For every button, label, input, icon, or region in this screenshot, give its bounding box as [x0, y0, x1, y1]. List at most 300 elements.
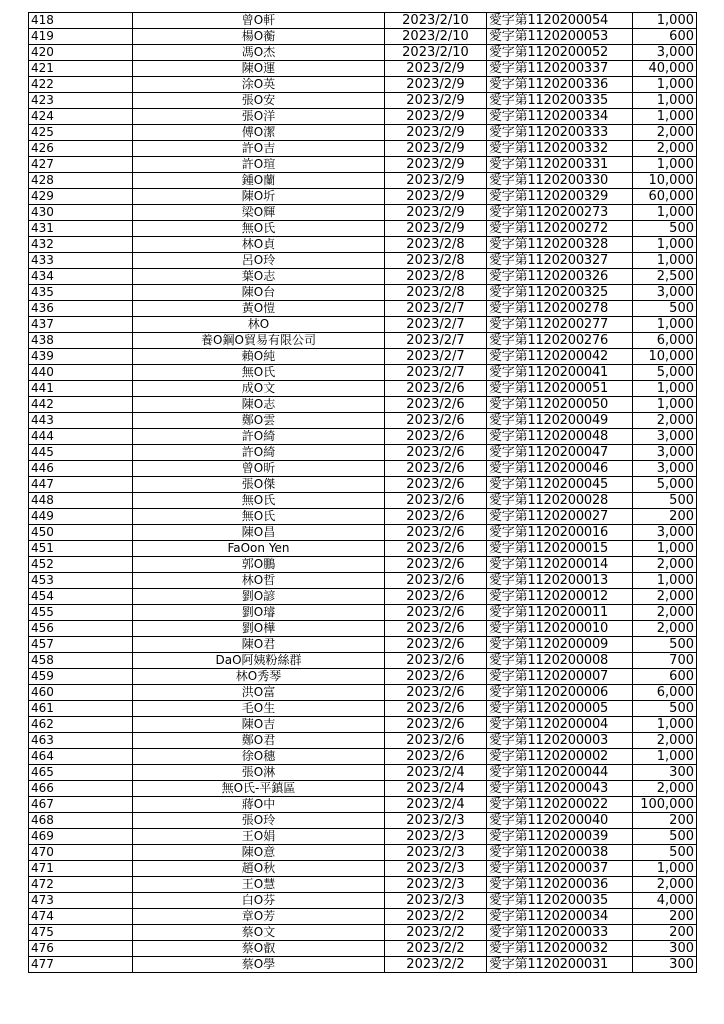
donor-name: 張O傑 — [133, 477, 385, 493]
donation-date: 2023/2/3 — [385, 829, 487, 845]
receipt-number: 愛字第1120200052 — [487, 45, 633, 61]
donor-name: 林O — [133, 317, 385, 333]
donation-amount: 1,000 — [633, 861, 697, 877]
receipt-number: 愛字第1120200325 — [487, 285, 633, 301]
row-number: 457 — [29, 637, 133, 653]
receipt-number: 愛字第1120200327 — [487, 253, 633, 269]
table-row — [29, 941, 697, 957]
table-row — [29, 813, 697, 829]
donor-name: FaOon Yen — [133, 541, 385, 557]
donor-name: DaO阿姨粉絲群 — [133, 653, 385, 669]
donor-name: 成O文 — [133, 381, 385, 397]
donation-date: 2023/2/6 — [385, 733, 487, 749]
donor-name: 陳O吉 — [133, 717, 385, 733]
donation-date: 2023/2/6 — [385, 525, 487, 541]
donation-date: 2023/2/3 — [385, 813, 487, 829]
table-row — [29, 541, 697, 557]
donor-name: 張O洋 — [133, 109, 385, 125]
donation-date: 2023/2/9 — [385, 221, 487, 237]
donation-date: 2023/2/6 — [385, 621, 487, 637]
row-number: 447 — [29, 477, 133, 493]
donation-amount: 40,000 — [633, 61, 697, 77]
donation-amount: 200 — [633, 909, 697, 925]
donor-name: 郭O鵬 — [133, 557, 385, 573]
receipt-number: 愛字第1120200003 — [487, 733, 633, 749]
row-number: 453 — [29, 573, 133, 589]
donation-amount: 600 — [633, 669, 697, 685]
receipt-number: 愛字第1120200053 — [487, 29, 633, 45]
donor-name: 蔣O中 — [133, 797, 385, 813]
receipt-number: 愛字第1120200050 — [487, 397, 633, 413]
donation-date: 2023/2/6 — [385, 669, 487, 685]
receipt-number: 愛字第1120200016 — [487, 525, 633, 541]
donor-name: 劉O諺 — [133, 589, 385, 605]
donation-date: 2023/2/9 — [385, 173, 487, 189]
donor-name: 陳O意 — [133, 845, 385, 861]
table-row — [29, 845, 697, 861]
receipt-number: 愛字第1120200272 — [487, 221, 633, 237]
row-number: 440 — [29, 365, 133, 381]
donation-date: 2023/2/7 — [385, 333, 487, 349]
row-number: 431 — [29, 221, 133, 237]
donation-amount: 2,500 — [633, 269, 697, 285]
row-number: 476 — [29, 941, 133, 957]
receipt-number: 愛字第1120200038 — [487, 845, 633, 861]
donor-name: 蔡O文 — [133, 925, 385, 941]
row-number: 472 — [29, 877, 133, 893]
donation-amount: 1,000 — [633, 717, 697, 733]
receipt-number: 愛字第1120200046 — [487, 461, 633, 477]
donation-amount: 4,000 — [633, 893, 697, 909]
donor-name: 徐O穗 — [133, 749, 385, 765]
donation-amount: 500 — [633, 493, 697, 509]
row-number: 458 — [29, 653, 133, 669]
donor-name: 趙O秋 — [133, 861, 385, 877]
table-row — [29, 477, 697, 493]
donor-name: 林O秀琴 — [133, 669, 385, 685]
row-number: 466 — [29, 781, 133, 797]
donor-name: 馮O杰 — [133, 45, 385, 61]
donor-name: 陳O昌 — [133, 525, 385, 541]
table-row — [29, 669, 697, 685]
row-number: 477 — [29, 957, 133, 973]
table-row — [29, 573, 697, 589]
table-row — [29, 621, 697, 637]
row-number: 460 — [29, 685, 133, 701]
receipt-number: 愛字第1120200273 — [487, 205, 633, 221]
receipt-number: 愛字第1120200333 — [487, 125, 633, 141]
donation-amount: 1,000 — [633, 573, 697, 589]
row-number: 469 — [29, 829, 133, 845]
table-row — [29, 45, 697, 61]
row-number: 435 — [29, 285, 133, 301]
donation-date: 2023/2/4 — [385, 781, 487, 797]
table-row — [29, 509, 697, 525]
row-number: 428 — [29, 173, 133, 189]
donor-name: 王O慧 — [133, 877, 385, 893]
row-number: 439 — [29, 349, 133, 365]
receipt-number: 愛字第1120200041 — [487, 365, 633, 381]
receipt-number: 愛字第1120200054 — [487, 13, 633, 29]
donation-date: 2023/2/6 — [385, 397, 487, 413]
donor-name: 張O安 — [133, 93, 385, 109]
donation-date: 2023/2/2 — [385, 925, 487, 941]
donation-amount: 5,000 — [633, 365, 697, 381]
donation-date: 2023/2/3 — [385, 845, 487, 861]
donation-amount: 500 — [633, 221, 697, 237]
receipt-number: 愛字第1120200028 — [487, 493, 633, 509]
donation-date: 2023/2/8 — [385, 253, 487, 269]
donation-date: 2023/2/3 — [385, 861, 487, 877]
table-row — [29, 381, 697, 397]
donation-date: 2023/2/9 — [385, 125, 487, 141]
table-row — [29, 205, 697, 221]
table-row — [29, 797, 697, 813]
row-number: 418 — [29, 13, 133, 29]
donation-date: 2023/2/4 — [385, 765, 487, 781]
table-row — [29, 957, 697, 973]
receipt-number: 愛字第1120200015 — [487, 541, 633, 557]
receipt-number: 愛字第1120200048 — [487, 429, 633, 445]
donor-name: 曾O軒 — [133, 13, 385, 29]
donation-amount: 1,000 — [633, 253, 697, 269]
receipt-number: 愛字第1120200329 — [487, 189, 633, 205]
table-row — [29, 589, 697, 605]
donation-date: 2023/2/9 — [385, 141, 487, 157]
donation-amount: 1,000 — [633, 157, 697, 173]
donation-amount: 2,000 — [633, 781, 697, 797]
receipt-number: 愛字第1120200006 — [487, 685, 633, 701]
donor-name: 蔡O學 — [133, 957, 385, 973]
row-number: 456 — [29, 621, 133, 637]
donor-name: 傅O潔 — [133, 125, 385, 141]
row-number: 461 — [29, 701, 133, 717]
table-row — [29, 605, 697, 621]
donor-name: 許O綺 — [133, 429, 385, 445]
table-row — [29, 765, 697, 781]
donation-date: 2023/2/6 — [385, 589, 487, 605]
donation-date: 2023/2/6 — [385, 637, 487, 653]
donation-date: 2023/2/10 — [385, 13, 487, 29]
donation-amount: 1,000 — [633, 13, 697, 29]
donor-name: 鍾O蘭 — [133, 173, 385, 189]
donation-amount: 1,000 — [633, 541, 697, 557]
donor-name: 鄭O雲 — [133, 413, 385, 429]
donation-date: 2023/2/2 — [385, 909, 487, 925]
receipt-number: 愛字第1120200044 — [487, 765, 633, 781]
table-row — [29, 733, 697, 749]
row-number: 438 — [29, 333, 133, 349]
receipt-number: 愛字第1120200039 — [487, 829, 633, 845]
donor-name: 楊O蘅 — [133, 29, 385, 45]
row-number: 426 — [29, 141, 133, 157]
receipt-number: 愛字第1120200045 — [487, 477, 633, 493]
donation-date: 2023/2/6 — [385, 557, 487, 573]
table-row — [29, 93, 697, 109]
donation-date: 2023/2/3 — [385, 877, 487, 893]
donor-name: 無O氏 — [133, 509, 385, 525]
donation-date: 2023/2/10 — [385, 45, 487, 61]
donation-date: 2023/2/6 — [385, 381, 487, 397]
table-row — [29, 141, 697, 157]
table-row — [29, 397, 697, 413]
donor-name: 劉O璿 — [133, 605, 385, 621]
donor-name: 陳O君 — [133, 637, 385, 653]
donation-date: 2023/2/7 — [385, 365, 487, 381]
row-number: 433 — [29, 253, 133, 269]
donor-name: 王O娟 — [133, 829, 385, 845]
donor-name: 張O玲 — [133, 813, 385, 829]
donation-date: 2023/2/9 — [385, 157, 487, 173]
donation-date: 2023/2/6 — [385, 477, 487, 493]
table-row — [29, 189, 697, 205]
donation-table — [28, 12, 697, 973]
receipt-number: 愛字第1120200040 — [487, 813, 633, 829]
table-row — [29, 749, 697, 765]
donation-date: 2023/2/2 — [385, 957, 487, 973]
row-number: 437 — [29, 317, 133, 333]
row-number: 452 — [29, 557, 133, 573]
receipt-number: 愛字第1120200277 — [487, 317, 633, 333]
donation-date: 2023/2/7 — [385, 349, 487, 365]
donation-amount: 1,000 — [633, 317, 697, 333]
row-number: 459 — [29, 669, 133, 685]
donation-date: 2023/2/6 — [385, 509, 487, 525]
donation-date: 2023/2/6 — [385, 653, 487, 669]
receipt-number: 愛字第1120200007 — [487, 669, 633, 685]
table-row — [29, 301, 697, 317]
row-number: 430 — [29, 205, 133, 221]
donor-name: 黃O愷 — [133, 301, 385, 317]
donation-amount: 1,000 — [633, 77, 697, 93]
donation-amount: 500 — [633, 701, 697, 717]
row-number: 470 — [29, 845, 133, 861]
table-row — [29, 269, 697, 285]
receipt-number: 愛字第1120200278 — [487, 301, 633, 317]
donor-name: 呂O玲 — [133, 253, 385, 269]
donor-name: 賴O純 — [133, 349, 385, 365]
receipt-number: 愛字第1120200009 — [487, 637, 633, 653]
row-number: 448 — [29, 493, 133, 509]
row-number: 474 — [29, 909, 133, 925]
donor-name: 林O貞 — [133, 237, 385, 253]
row-number: 434 — [29, 269, 133, 285]
donation-amount: 3,000 — [633, 445, 697, 461]
table-row — [29, 829, 697, 845]
receipt-number: 愛字第1120200051 — [487, 381, 633, 397]
table-row — [29, 173, 697, 189]
donation-amount: 2,000 — [633, 557, 697, 573]
table-row — [29, 909, 697, 925]
donation-amount: 2,000 — [633, 125, 697, 141]
donor-name: 無O氏 — [133, 221, 385, 237]
table-row — [29, 557, 697, 573]
receipt-number: 愛字第1120200276 — [487, 333, 633, 349]
row-number: 424 — [29, 109, 133, 125]
donation-date: 2023/2/9 — [385, 189, 487, 205]
donor-name: 劉O樺 — [133, 621, 385, 637]
donation-amount: 500 — [633, 637, 697, 653]
donation-amount: 2,000 — [633, 733, 697, 749]
row-number: 451 — [29, 541, 133, 557]
donor-name: 陳O志 — [133, 397, 385, 413]
donation-amount: 3,000 — [633, 525, 697, 541]
receipt-number: 愛字第1120200008 — [487, 653, 633, 669]
table-row — [29, 493, 697, 509]
donation-date: 2023/2/6 — [385, 685, 487, 701]
donor-name: 蔡O叡 — [133, 941, 385, 957]
donation-date: 2023/2/7 — [385, 301, 487, 317]
row-number: 444 — [29, 429, 133, 445]
receipt-number: 愛字第1120200332 — [487, 141, 633, 157]
receipt-number: 愛字第1120200012 — [487, 589, 633, 605]
donor-name: 白O芬 — [133, 893, 385, 909]
table-row — [29, 29, 697, 45]
donation-date: 2023/2/6 — [385, 429, 487, 445]
table-row — [29, 717, 697, 733]
donation-amount: 1,000 — [633, 381, 697, 397]
row-number: 465 — [29, 765, 133, 781]
donation-amount: 500 — [633, 301, 697, 317]
donation-date: 2023/2/6 — [385, 749, 487, 765]
donor-name: 無O氏-平鎮區 — [133, 781, 385, 797]
donation-amount: 1,000 — [633, 205, 697, 221]
table-row — [29, 13, 697, 29]
receipt-number: 愛字第1120200326 — [487, 269, 633, 285]
donation-amount: 500 — [633, 845, 697, 861]
row-number: 462 — [29, 717, 133, 733]
receipt-number: 愛字第1120200330 — [487, 173, 633, 189]
row-number: 468 — [29, 813, 133, 829]
donation-date: 2023/2/6 — [385, 461, 487, 477]
row-number: 422 — [29, 77, 133, 93]
donation-amount: 2,000 — [633, 605, 697, 621]
donation-amount: 2,000 — [633, 413, 697, 429]
table-row — [29, 445, 697, 461]
donation-amount: 6,000 — [633, 685, 697, 701]
table-row — [29, 525, 697, 541]
receipt-number: 愛字第1120200335 — [487, 93, 633, 109]
receipt-number: 愛字第1120200033 — [487, 925, 633, 941]
donation-amount: 6,000 — [633, 333, 697, 349]
row-number: 449 — [29, 509, 133, 525]
donation-date: 2023/2/3 — [385, 893, 487, 909]
receipt-number: 愛字第1120200037 — [487, 861, 633, 877]
donation-amount: 1,000 — [633, 237, 697, 253]
donor-name: 梁O輝 — [133, 205, 385, 221]
donor-name: 毛O生 — [133, 701, 385, 717]
table-row — [29, 781, 697, 797]
donor-name: 陳O運 — [133, 61, 385, 77]
table-row — [29, 61, 697, 77]
donation-amount: 3,000 — [633, 429, 697, 445]
donation-amount: 5,000 — [633, 477, 697, 493]
row-number: 429 — [29, 189, 133, 205]
receipt-number: 愛字第1120200042 — [487, 349, 633, 365]
receipt-number: 愛字第1120200005 — [487, 701, 633, 717]
table-row — [29, 349, 697, 365]
donation-amount: 1,000 — [633, 397, 697, 413]
row-number: 471 — [29, 861, 133, 877]
donation-date: 2023/2/9 — [385, 77, 487, 93]
table-row — [29, 685, 697, 701]
donation-date: 2023/2/6 — [385, 605, 487, 621]
donation-date: 2023/2/6 — [385, 717, 487, 733]
donation-date: 2023/2/6 — [385, 541, 487, 557]
receipt-number: 愛字第1120200010 — [487, 621, 633, 637]
donor-name: 葉O志 — [133, 269, 385, 285]
receipt-number: 愛字第1120200047 — [487, 445, 633, 461]
table-body — [29, 13, 697, 973]
donation-amount: 300 — [633, 765, 697, 781]
row-number: 443 — [29, 413, 133, 429]
donor-name: 洪O富 — [133, 685, 385, 701]
donation-amount: 60,000 — [633, 189, 697, 205]
donation-amount: 300 — [633, 957, 697, 973]
receipt-number: 愛字第1120200043 — [487, 781, 633, 797]
donation-amount: 10,000 — [633, 173, 697, 189]
donation-amount: 300 — [633, 941, 697, 957]
receipt-number: 愛字第1120200031 — [487, 957, 633, 973]
receipt-number: 愛字第1120200337 — [487, 61, 633, 77]
donation-amount: 3,000 — [633, 461, 697, 477]
donation-date: 2023/2/6 — [385, 493, 487, 509]
donation-amount: 700 — [633, 653, 697, 669]
row-number: 473 — [29, 893, 133, 909]
donor-name: 章O芳 — [133, 909, 385, 925]
row-number: 467 — [29, 797, 133, 813]
receipt-number: 愛字第1120200034 — [487, 909, 633, 925]
row-number: 442 — [29, 397, 133, 413]
donation-date: 2023/2/9 — [385, 205, 487, 221]
donation-date: 2023/2/7 — [385, 317, 487, 333]
table-row — [29, 109, 697, 125]
donation-amount: 2,000 — [633, 141, 697, 157]
row-number: 441 — [29, 381, 133, 397]
row-number: 445 — [29, 445, 133, 461]
donation-amount: 3,000 — [633, 45, 697, 61]
row-number: 432 — [29, 237, 133, 253]
donation-date: 2023/2/9 — [385, 61, 487, 77]
donation-date: 2023/2/6 — [385, 701, 487, 717]
donation-amount: 1,000 — [633, 749, 697, 765]
donor-name: 無O氏 — [133, 493, 385, 509]
table-row — [29, 253, 697, 269]
table-row — [29, 461, 697, 477]
donation-date: 2023/2/10 — [385, 29, 487, 45]
row-number: 455 — [29, 605, 133, 621]
table-row — [29, 333, 697, 349]
donor-name: 陳O台 — [133, 285, 385, 301]
donation-amount: 200 — [633, 925, 697, 941]
donor-name: 許O瑄 — [133, 157, 385, 173]
donation-date: 2023/2/6 — [385, 573, 487, 589]
donor-name: 張O淋 — [133, 765, 385, 781]
donor-name: 養O鋼O貿易有限公司 — [133, 333, 385, 349]
donor-name: 無O氏 — [133, 365, 385, 381]
receipt-number: 愛字第1120200014 — [487, 557, 633, 573]
table-row — [29, 861, 697, 877]
receipt-number: 愛字第1120200013 — [487, 573, 633, 589]
donation-amount: 100,000 — [633, 797, 697, 813]
table-row — [29, 877, 697, 893]
donation-amount: 3,000 — [633, 285, 697, 301]
receipt-number: 愛字第1120200336 — [487, 77, 633, 93]
receipt-number: 愛字第1120200331 — [487, 157, 633, 173]
donation-date: 2023/2/9 — [385, 109, 487, 125]
row-number: 419 — [29, 29, 133, 45]
table-row — [29, 893, 697, 909]
